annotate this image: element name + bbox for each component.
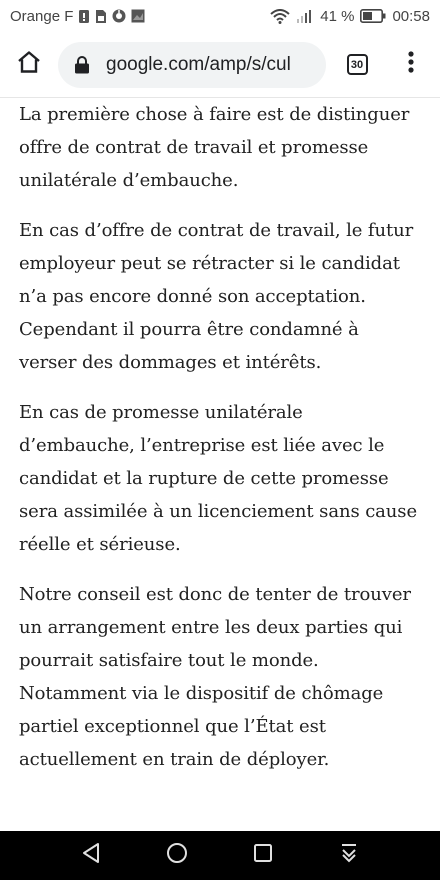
status-bar <box>0 0 440 32</box>
battery-icon <box>360 9 386 23</box>
address-bar[interactable] <box>58 42 326 88</box>
sim-icon <box>95 9 107 24</box>
article-paragraph: En cas d’offre de contrat de travail, le futur employeur peut se rétracter si le candidat n’a pas encore donné son acceptation. Cependant il pourra être condamné à verser des dommages et intérêts. <box>19 220 414 373</box>
home-button[interactable] <box>0 32 58 98</box>
more-vert-icon <box>408 51 414 78</box>
nav-notification-button[interactable] <box>327 834 371 878</box>
wifi-icon <box>270 9 290 24</box>
signal-icon <box>296 9 314 23</box>
battery-percent: 41 % <box>320 7 355 25</box>
lock-icon <box>74 56 92 74</box>
navigation-bar <box>0 831 440 880</box>
article-content <box>0 98 440 831</box>
status-left <box>10 8 145 25</box>
home-circle-icon <box>166 842 188 869</box>
nav-recents-button[interactable] <box>241 834 285 878</box>
tab-switcher-button[interactable] <box>326 32 388 98</box>
notification-icon <box>78 9 90 24</box>
tabs-icon <box>347 54 368 75</box>
url-text: google.com/amp/s/cul <box>106 53 291 75</box>
tab-count: 30 <box>350 58 364 71</box>
article-paragraph: Notre conseil est donc de tenter de trouver un arrangement entre les deux parties qui pourrait satisfaire tout le monde. Notamment via le dispositif de chômage partiel exceptionnel que l’État est actuellement en train de déployer. <box>19 584 411 770</box>
home-icon <box>16 50 42 79</box>
status-right <box>270 8 430 25</box>
back-icon <box>81 842 101 869</box>
clock: 00:58 <box>392 7 430 25</box>
nav-home-button[interactable] <box>155 834 199 878</box>
image-icon <box>131 9 145 23</box>
notification-pull-icon <box>339 843 359 868</box>
shield-icon <box>112 9 126 23</box>
article-paragraph: La première chose à faire est de distinguer offre de contrat de travail et promesse unilatérale d’embauche. <box>19 104 410 191</box>
nav-back-button[interactable] <box>69 834 113 878</box>
article-paragraph: En cas de promesse unilatérale d’embauche, l’entreprise est liée avec le candidat et la rupture de cette promesse sera assimilée à un licenciement sans cause réelle et sérieuse. <box>19 402 417 555</box>
menu-button[interactable] <box>388 32 434 98</box>
carrier-name: Orange F <box>10 7 74 25</box>
browser-toolbar <box>0 32 440 98</box>
recents-icon <box>253 843 273 868</box>
